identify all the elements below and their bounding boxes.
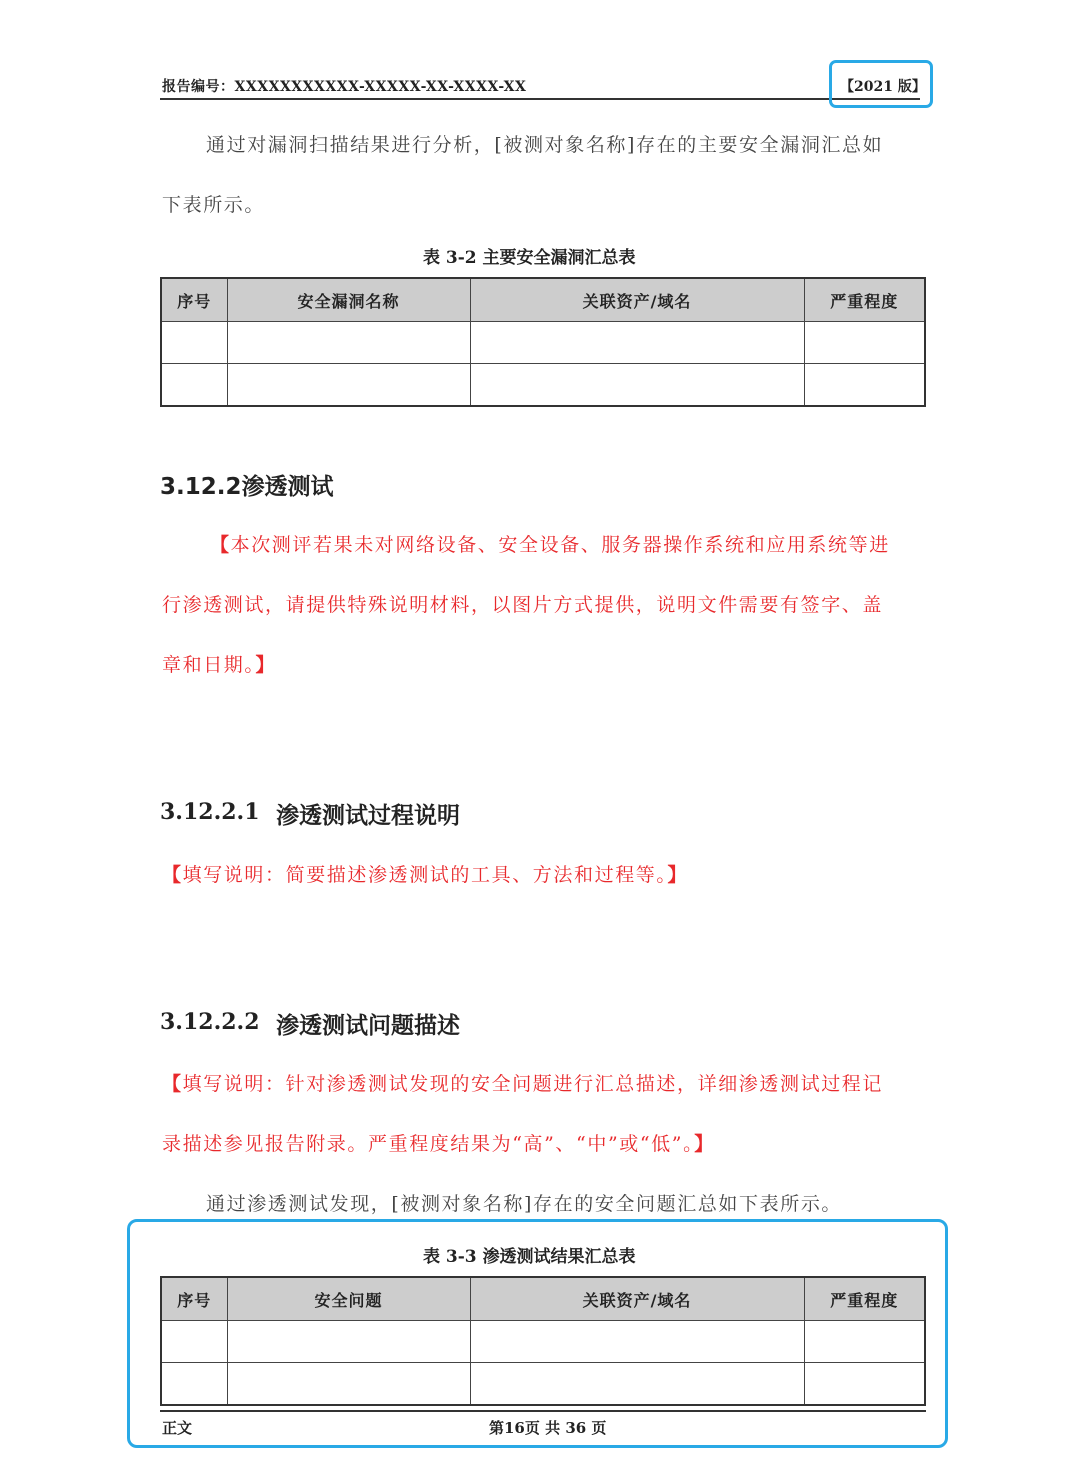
intro-line-1: 通过对漏洞扫描结果进行分析，[被测对象名称]存在的主要安全漏洞汇总如 — [206, 134, 884, 156]
problem-summary: 通过渗透测试发现，[被测对象名称]存在的安全问题汇总如下表所示。 — [206, 1193, 843, 1215]
note-text: 录描述参见报告附录。严重程度结果为“高”、“中”或“低”。 — [162, 1133, 695, 1155]
column-header-asset: 关联资产/域名 — [470, 278, 804, 322]
column-header-index: 序号 — [161, 1277, 227, 1321]
section-number-3-12-2-2: 3.12.2.2 — [160, 1009, 260, 1035]
page-header — [160, 74, 920, 100]
table-3-2-caption: 表 3-2 主要安全漏洞汇总表 — [423, 248, 636, 268]
vulnerability-summary-table — [160, 277, 926, 407]
table-cell — [227, 322, 470, 364]
table-cell — [804, 1363, 925, 1406]
penetration-results-table — [160, 1276, 926, 1406]
footer-divider — [160, 1410, 926, 1412]
intro-line-2: 下表所示。 — [162, 194, 266, 216]
note-open-bracket: 【 — [210, 534, 231, 556]
table-cell — [227, 1363, 470, 1406]
footer-section-label: 正文 — [162, 1419, 193, 1437]
table-cell — [161, 1321, 227, 1363]
table-cell — [227, 1321, 470, 1363]
penetration-note-line-3 — [162, 650, 276, 677]
report-number: 报告编号：XXXXXXXXXXX-XXXXX-XX-XXXX-XX — [162, 79, 527, 95]
table-row — [161, 1321, 925, 1363]
table-cell — [470, 1363, 804, 1406]
note-text: 填写说明：针对渗透测试发现的安全问题进行汇总描述，详细渗透测试过程记 — [182, 1073, 884, 1095]
problem-note-line-2 — [162, 1129, 715, 1156]
note-text: 本次测评若果未对网络设备、安全设备、服务器操作系统和应用系统等进 — [230, 534, 890, 556]
table-header-row — [161, 278, 925, 322]
table-cell — [804, 322, 925, 364]
section-title-3-12-2-1: 渗透测试过程说明 — [276, 803, 460, 829]
note-close-bracket: 】 — [255, 654, 277, 676]
column-header-issue: 安全问题 — [227, 1277, 470, 1321]
process-note — [162, 860, 688, 887]
table-row — [161, 322, 925, 364]
column-header-severity: 严重程度 — [804, 278, 925, 322]
table-row — [161, 364, 925, 407]
note-text: 填写说明：简要描述渗透测试的工具、方法和过程等。 — [182, 864, 668, 886]
column-header-severity: 严重程度 — [804, 1277, 925, 1321]
table-cell — [161, 322, 227, 364]
section-title-3-12-2-2: 渗透测试问题描述 — [276, 1013, 460, 1039]
table-3-3-caption: 表 3-3 渗透测试结果汇总表 — [423, 1247, 636, 1267]
note-open-bracket: 【 — [162, 1073, 183, 1095]
table-cell — [161, 364, 227, 407]
table-cell — [470, 364, 804, 407]
note-close-bracket: 】 — [694, 1133, 715, 1155]
note-open-bracket: 【 — [162, 864, 183, 886]
table-cell — [804, 364, 925, 407]
section-heading-3-12-2: 3.12.2渗透测试 — [160, 474, 334, 500]
table-header-row — [161, 1277, 925, 1321]
table-cell — [470, 322, 804, 364]
table-cell — [470, 1321, 804, 1363]
problem-note-line-1 — [162, 1069, 883, 1096]
section-number-3-12-2-1: 3.12.2.1 — [160, 799, 260, 825]
penetration-note-line-1 — [210, 530, 890, 557]
column-header-vuln-name: 安全漏洞名称 — [227, 278, 470, 322]
penetration-note-line-2: 行渗透测试，请提供特殊说明材料，以图片方式提供，说明文件需要有签字、盖 — [162, 594, 884, 616]
column-header-index: 序号 — [161, 278, 227, 322]
table-cell — [161, 1363, 227, 1406]
table-cell — [227, 364, 470, 407]
page-number: 第16页 共 36 页 — [489, 1419, 607, 1437]
note-close-bracket: 】 — [667, 864, 689, 886]
table-row — [161, 1363, 925, 1406]
note-text: 章和日期。 — [162, 654, 256, 676]
version-label: 【2021 版】 — [840, 79, 926, 95]
column-header-asset: 关联资产/域名 — [470, 1277, 804, 1321]
table-cell — [804, 1321, 925, 1363]
